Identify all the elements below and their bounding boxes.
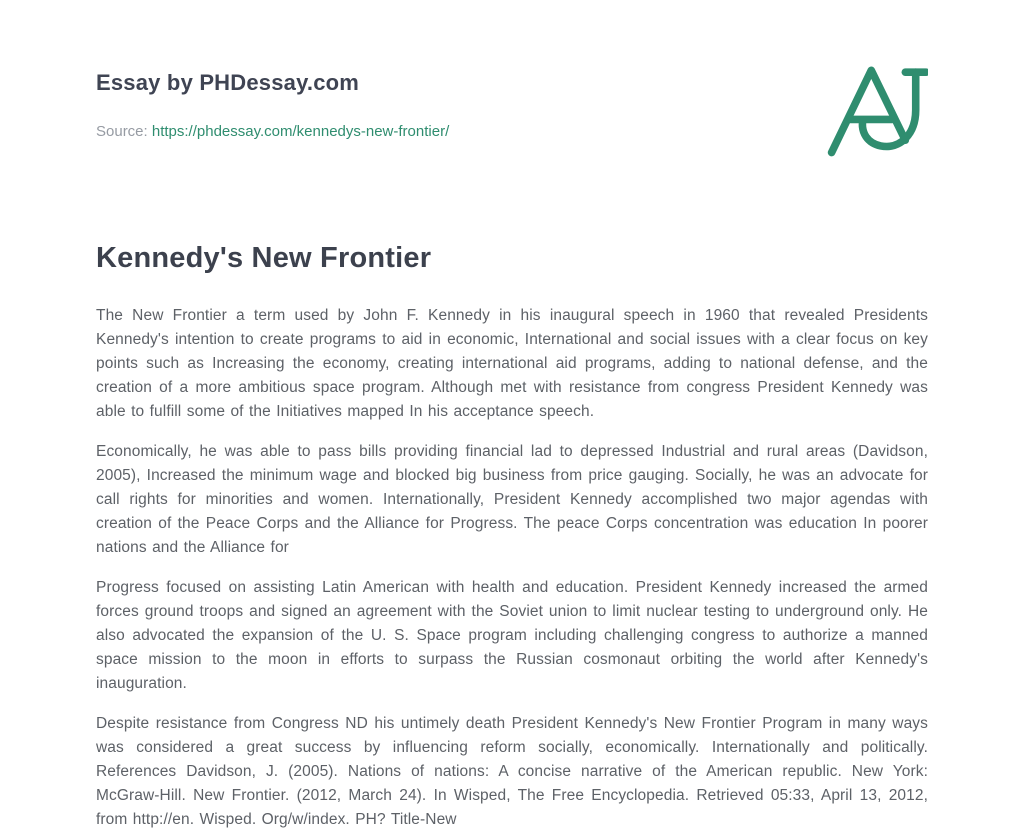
source-label: Source: [96,123,148,140]
essay-paragraph-4: Despite resistance from Congress ND his untimely death President Kennedy's New Frontier Program in many ways was considered a great success by influencing reform socially, economically. Internationally and politically. References Davidson, J. (2005). Nations of nations: A concise narrative of the American republic. New York: McGraw-Hill. New Frontier. (2012, March 24). In Wisped, The Free Encyclopedia. Retrieved 05:33, April 13, 2012, from http://en. Wisped. Org/w/index. PH? Title-New [96,715,928,828]
essay-body [96,304,928,832]
source-url-link[interactable]: https://phdessay.com/kennedys-new-frontier/ [151,123,450,140]
essay-title: Kennedy's New Frontier [96,242,432,274]
essay-paragraph-2: Economically, he was able to pass bills providing financial lad to depressed Industrial and rural areas (Davidson, 2005), Increased the minimum wage and blocked big business from price gauging. Socially, he was an advocate for call rights for minorities and women. Internationally, President Kennedy accomplished two major agendas with creation of the Peace Corps and the Alliance for Progress. The peace Corps concentration was education In poorer nations and the Alliance for [96,443,928,556]
header-left [96,70,824,140]
essay-paragraph-1: The New Frontier a term used by John F. Kennedy in his inaugural speech in 1960 that revealed Presidents Kennedy's intention to create programs to aid in economic, International and social issues with a clear focus on key points such as Increasing the economy, creating international aid programs, adding to national defense, and the creation of a more ambitious space program. Although met with resistance from congress President Kennedy was able to fulfill some of the Initiatives mapped In his acceptance speech. [96,307,928,420]
essay-paragraph-3: Progress focused on assisting Latin American with health and education. President Kennedy increased the armed forces ground troops and signed an agreement with the Soviet union to limit nuclear testing to underground only. He also advocated the expansion of the U. S. Space program including challenging congress to authorize a manned space mission to the moon in efforts to surpass the Russian cosmonaut orbiting the world after Kennedy's inauguration. [96,579,928,692]
source-line [96,123,824,140]
site-title: Essay by PHDessay.com [96,70,360,95]
phdessay-logo-icon [824,62,928,158]
page-header [96,70,928,158]
